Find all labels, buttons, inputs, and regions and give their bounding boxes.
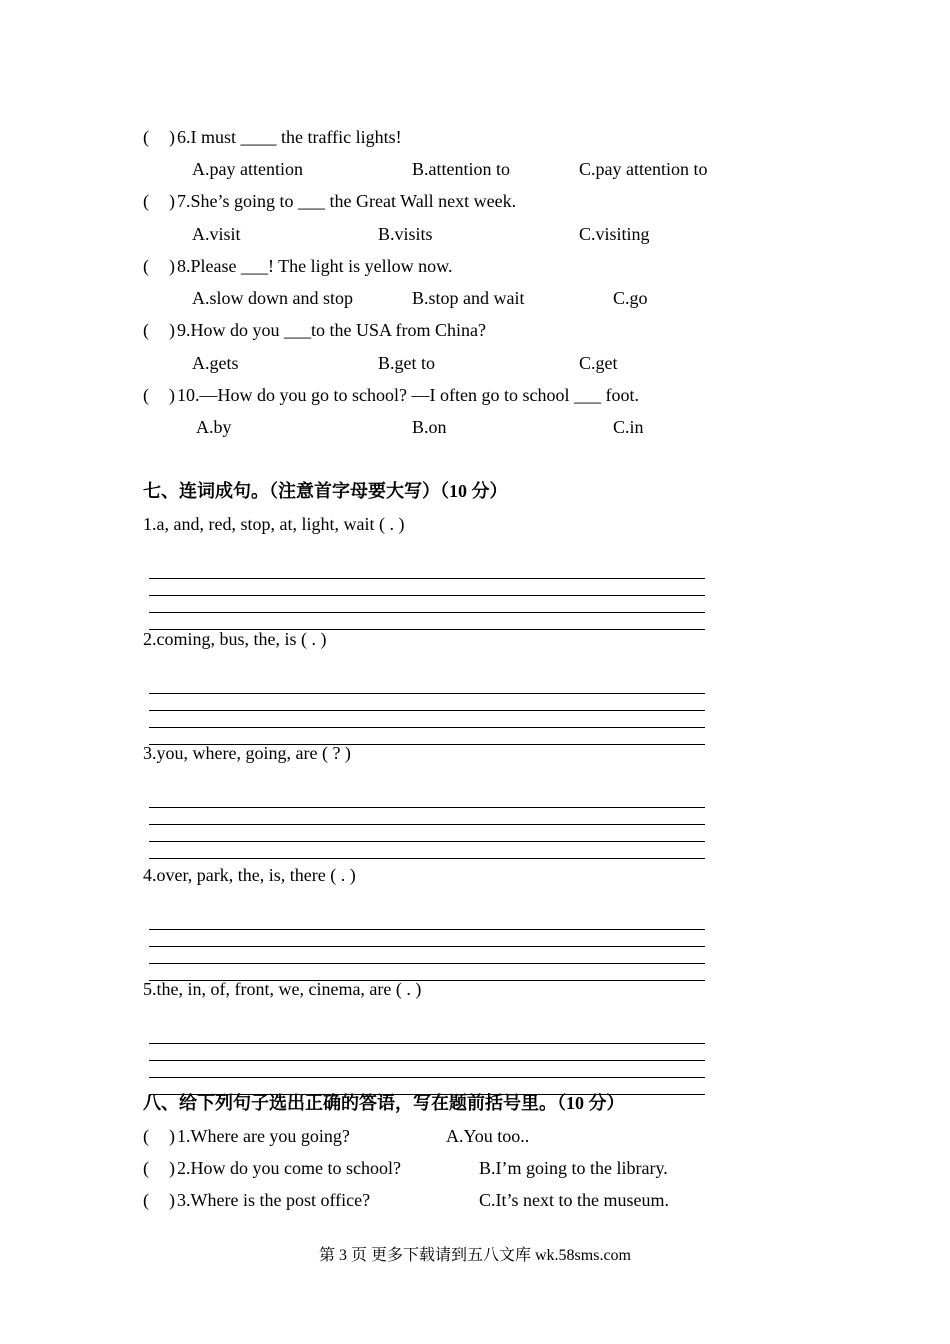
writing-line — [149, 807, 705, 808]
writing-line — [149, 595, 705, 596]
answer-paren-open: ( — [143, 256, 149, 276]
option-a: A.gets — [192, 353, 239, 373]
answer-paren-open: ( — [143, 191, 149, 211]
option-c: C.in — [613, 417, 644, 437]
answer-paren-close: ) — [169, 256, 175, 276]
match-answer: C.It’s next to the museum. — [479, 1190, 669, 1210]
answer-paren-close: ) — [169, 1126, 175, 1146]
answer-paren-open: ( — [143, 385, 149, 405]
match-question: 1.Where are you going? — [177, 1126, 350, 1146]
writing-line — [149, 858, 705, 859]
question-stem: 8.Please ___! The light is yellow now. — [177, 256, 453, 276]
match-question: 2.How do you come to school? — [177, 1158, 401, 1178]
option-c: C.get — [579, 353, 618, 373]
writing-line — [149, 710, 705, 711]
answer-paren-close: ) — [169, 127, 175, 147]
option-b: B.get to — [378, 353, 435, 373]
question-stem: 7.She’s going to ___ the Great Wall next week. — [177, 191, 517, 211]
question-stem: 6.I must ____ the traffic lights! — [177, 127, 402, 147]
option-a: A.by — [196, 417, 232, 437]
match-question: 3.Where is the post office? — [177, 1190, 371, 1210]
option-b: B.visits — [378, 224, 433, 244]
question-stem: 9.How do you ___to the USA from China? — [177, 320, 486, 340]
writing-line — [149, 929, 705, 930]
section-7-title: 七、连词成句。（注意首字母要大写）（10 分） — [143, 481, 508, 501]
answer-paren-open: ( — [143, 1158, 149, 1178]
answer-paren-close: ) — [169, 1158, 175, 1178]
option-c: C.pay attention to — [579, 159, 708, 179]
option-b: B.attention to — [412, 159, 510, 179]
reorder-item-1: 1.a, and, red, stop, at, light, wait ( . ) — [143, 514, 405, 534]
reorder-item-5: 5.the, in, of, front, we, cinema, are ( . ) — [143, 979, 422, 999]
writing-line — [149, 578, 705, 579]
option-c: C.visiting — [579, 224, 650, 244]
match-answer: A.You too.. — [446, 1126, 530, 1146]
answer-paren-open: ( — [143, 127, 149, 147]
writing-line — [149, 1060, 705, 1061]
option-b: B.on — [412, 417, 447, 437]
writing-line — [149, 1043, 705, 1044]
reorder-item-4: 4.over, park, the, is, there ( . ) — [143, 865, 356, 885]
option-a: A.slow down and stop — [192, 288, 353, 308]
writing-line — [149, 1077, 705, 1078]
writing-line — [149, 963, 705, 964]
answer-paren-open: ( — [143, 1126, 149, 1146]
writing-line — [149, 727, 705, 728]
page-footer: 第 3 页 更多下载请到五八文库 wk.58sms.com — [318, 1247, 631, 1264]
writing-line — [149, 612, 705, 613]
option-b: B.stop and wait — [412, 288, 525, 308]
answer-paren-close: ) — [169, 320, 175, 340]
option-a: A.pay attention — [192, 159, 303, 179]
answer-paren-close: ) — [169, 385, 175, 405]
answer-paren-close: ) — [169, 191, 175, 211]
reorder-item-3: 3.you, where, going, are ( ? ) — [143, 743, 351, 763]
match-answer: B.I’m going to the library. — [479, 1158, 668, 1178]
writing-line — [149, 824, 705, 825]
writing-line — [149, 693, 705, 694]
reorder-item-2: 2.coming, bus, the, is ( . ) — [143, 629, 327, 649]
answer-paren-close: ) — [169, 1190, 175, 1210]
section-8-title: 八、给下列句子选出正确的答语，写在题前括号里。（10 分） — [143, 1093, 625, 1113]
question-stem: 10.—How do you go to school? —I often go to school ___ foot. — [177, 385, 639, 405]
answer-paren-open: ( — [143, 320, 149, 340]
writing-line — [149, 841, 705, 842]
writing-line — [149, 946, 705, 947]
answer-paren-open: ( — [143, 1190, 149, 1210]
option-c: C.go — [613, 288, 648, 308]
option-a: A.visit — [192, 224, 241, 244]
